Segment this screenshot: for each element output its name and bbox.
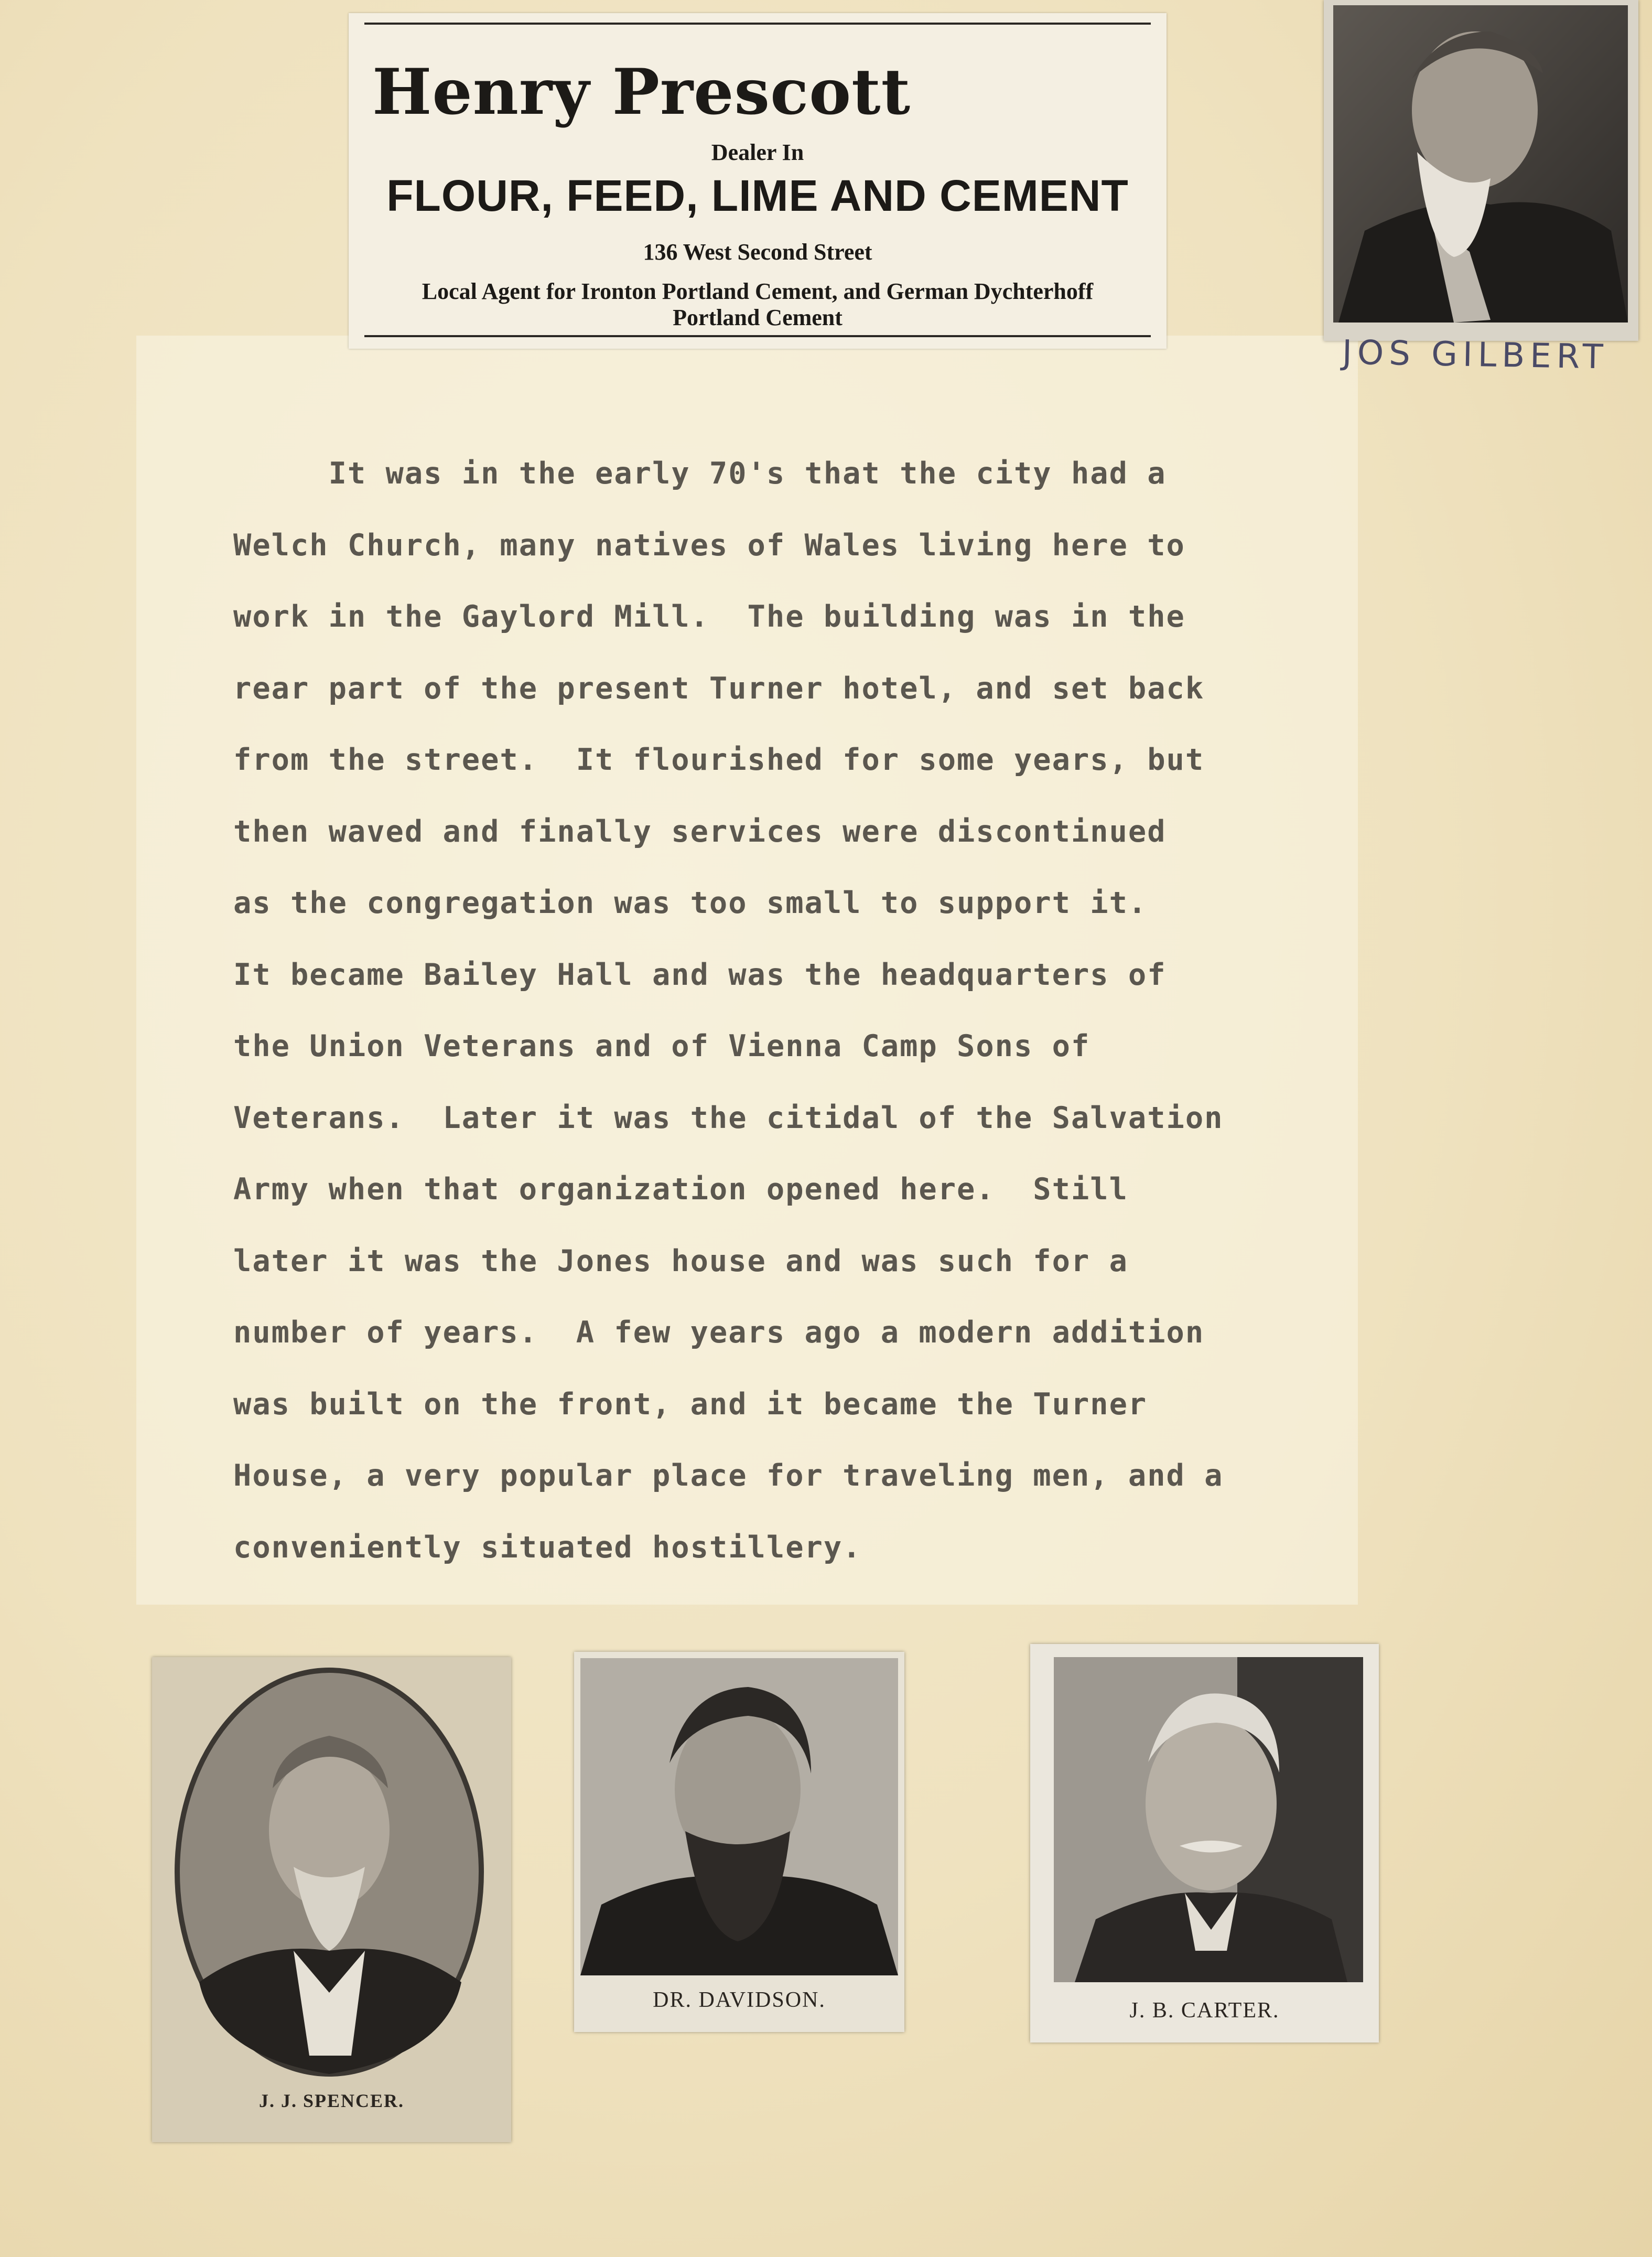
text-line: then waved and finally services were discontinued <box>233 814 1167 849</box>
ad-address: 136 West Second Street <box>643 239 872 265</box>
ad-dealer-label: Dealer In <box>711 139 804 165</box>
portrait-gilbert <box>1324 0 1638 341</box>
text-line: was built on the front, and it became the Turner <box>233 1387 1148 1422</box>
portrait-caption: J. J. SPENCER. <box>258 2090 405 2111</box>
text-line: work in the Gaylord Mill. The building was in the <box>233 599 1185 634</box>
ad-agent-line-1: Local Agent for Ironton Portland Cement, and German Dychterhoff <box>422 278 1094 304</box>
text-line: later it was the Jones house and was such for a <box>233 1243 1128 1278</box>
portrait-carter <box>1030 1644 1379 2043</box>
portrait-spencer-image <box>152 1657 511 2142</box>
portrait-carter-image <box>1054 1657 1363 1982</box>
text-line: conveniently situated hostillery. <box>233 1530 862 1565</box>
text-line: It was in the early 70's that the city had a <box>233 456 1167 491</box>
text-line: It became Bailey Hall and was the headquarters of <box>233 957 1167 992</box>
text-line: from the street. It flourished for some years, but <box>233 743 1205 777</box>
ad-goods: FLOUR, FEED, LIME AND CEMENT <box>386 171 1129 220</box>
typed-article <box>233 438 1376 1583</box>
ad-bottom-rule <box>364 335 1151 337</box>
handwritten-name-label: JOS GILBERT <box>1342 333 1609 377</box>
text-line: as the congregation was too small to support it. <box>233 886 1148 920</box>
ad-business-name: Henry Prescott <box>372 55 911 129</box>
portrait-davidson-image <box>580 1658 898 1975</box>
prescott-advertisement <box>349 13 1167 349</box>
text-line: Veterans. Later it was the citidal of the Salvation <box>233 1100 1224 1135</box>
portrait-spencer <box>152 1657 511 2142</box>
portrait-gilbert-image <box>1333 5 1628 323</box>
text-line: Army when that organization opened here. Still <box>233 1172 1128 1207</box>
text-line: rear part of the present Turner hotel, and set back <box>233 671 1205 706</box>
portrait-davidson <box>574 1652 904 2032</box>
text-line: the Union Veterans and of Vienna Camp Sons of <box>233 1029 1090 1063</box>
text-line: House, a very popular place for traveling men, and a <box>233 1458 1224 1493</box>
ad-top-rule <box>364 23 1151 25</box>
ad-agent-line-2: Portland Cement <box>673 305 843 330</box>
text-line: number of years. A few years ago a modern addition <box>233 1315 1205 1350</box>
portrait-caption: J. B. CARTER. <box>1129 1998 1280 2023</box>
portrait-caption: DR. DAVIDSON. <box>653 1988 826 2012</box>
text-line: Welch Church, many natives of Wales living here to <box>233 528 1185 563</box>
